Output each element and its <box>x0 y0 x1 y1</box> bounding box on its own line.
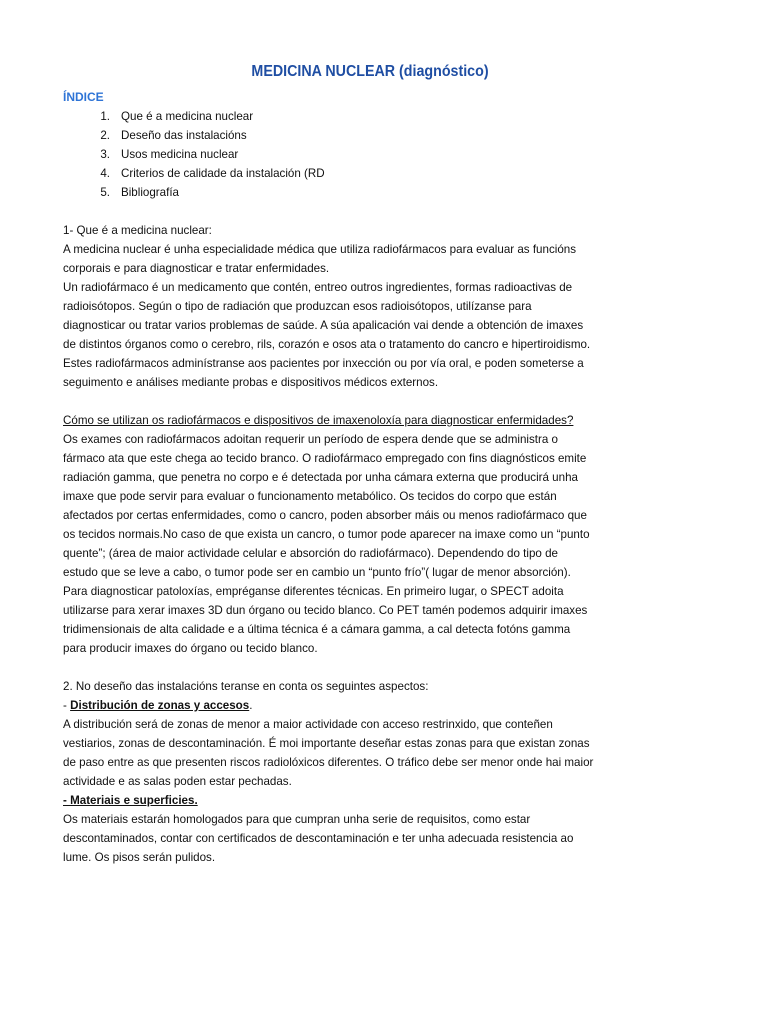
paragraph-line: actividade e as salas poden estar pechadas. <box>63 775 292 788</box>
toc-item <box>63 183 325 202</box>
paragraph-line: fármaco ata que este chega ao tecido branco. O radiofármaco empregado con fins diagnósticos emite <box>63 452 587 465</box>
toc-item-number: 2. <box>100 129 110 142</box>
subsection1-suffix: . <box>249 699 253 712</box>
section2-intro: 2. No deseño das instalacións teranse en conta os seguintes aspectos: <box>63 680 429 693</box>
document-body <box>63 221 703 867</box>
paragraph-line: radiación gamma, que penetra no corpo e é detectada por unha cámara externa que producirá unha <box>63 471 578 484</box>
toc-item-label: Deseño das instalacións <box>121 129 247 142</box>
paragraph-line: radioisótopos. Según o tipo de radiación que produzcan esos radioisótopos, utilízanse para <box>63 300 532 313</box>
paragraph-line: diagnosticar ou tratar varios problemas de saúde. A súa apalicación vai dende a obtención de imaxes <box>63 319 584 332</box>
subsection1-title: Distribución de zonas y accesos <box>70 699 250 712</box>
paragraph-line: afectados por certas enfermidades, como o cancro, poden absorber máis ou menos radiofármaco que <box>63 509 587 522</box>
paragraph-line: de distintos órganos como o cerebro, rils, corazón e osos ata o tratamento do cancro e hipertiroidismo. <box>63 338 591 351</box>
paragraph-line: Os materiais estarán homologados para que cumpran unha serie de requisitos, como estar <box>63 813 531 826</box>
paragraph-line: de paso entre as que presenten riscos radiolóxicos diferentes. O tráfico debe ser menor onde hai maior <box>63 756 594 769</box>
paragraph-line: imaxe que pode servir para evaluar o funcionamento metabólico. Os tecidos do corpo que están <box>63 490 557 503</box>
toc-item <box>63 145 325 164</box>
toc-item <box>63 107 325 126</box>
paragraph-line: lume. Os pisos serán pulidos. <box>63 851 216 864</box>
paragraph-line: vestiarios, zonas de descontaminación. É moi importante deseñar estas zonas para que existan zonas <box>63 737 590 750</box>
paragraph-line: Un radiofármaco é un medicamento que contén, entreo outros ingredientes, formas radioactivas de <box>63 281 573 294</box>
question-heading: Cómo se utilizan os radiofármacos e dispositivos de imaxenoloxía para diagnosticar enfermidades? <box>63 414 574 427</box>
paragraph-line: corporais e para diagnosticar e tratar enfermidades. <box>63 262 330 275</box>
paragraph-line: Estes radiofármacos adminístranse aos pacientes por inxección ou por vía oral, e poden someterse a <box>63 357 584 370</box>
paragraph-line: seguimento e análises mediante probas e dispositivos médicos externos. <box>63 376 439 389</box>
paragraph-line: utilizarse para xerar imaxes 3D dun órgano ou tecido blanco. Co PET tamén podemos adquirir imaxes <box>63 604 588 617</box>
paragraph-gap <box>63 392 703 411</box>
paragraph-line: quente”; (área de maior actividade celular e absorción do radiofármaco). Dependendo do tipo de <box>63 547 558 560</box>
toc-item-number: 4. <box>100 167 110 180</box>
paragraph-line: A distribución será de zonas de menor a maior actividade con acceso restrinxido, que conteñen <box>63 718 553 731</box>
toc-item-number: 3. <box>100 148 110 161</box>
paragraph-gap <box>63 658 703 677</box>
toc-item-label: Que é a medicina nuclear <box>121 110 254 123</box>
paragraph-line: Os exames con radiofármacos adoitan requerir un período de espera dende que se administra o <box>63 433 558 446</box>
paragraph-line: A medicina nuclear é unha especialidade médica que utiliza radiofármacos para evaluar as funcións <box>63 243 577 256</box>
toc-heading: ÍNDICE <box>63 90 104 104</box>
toc-item-label: Criterios de calidade da instalación (RD <box>121 167 325 180</box>
document-title: MEDICINA NUCLEAR (diagnóstico) <box>251 63 489 80</box>
toc-item-label: Usos medicina nuclear <box>121 148 239 161</box>
paragraph-line: tridimensionais de alta calidade e a última técnica é a cámara gamma, a cal detecta fotóns gamma <box>63 623 571 636</box>
toc-item-number: 5. <box>100 186 110 199</box>
toc-item-label: Bibliografía <box>121 186 180 199</box>
subsection2-heading: - Materiais e superficies. <box>63 794 198 807</box>
subsection1-prefix: - <box>63 699 71 712</box>
section1-heading: 1- Que é a medicina nuclear: <box>63 224 212 237</box>
paragraph-line: descontaminados, contar con certificados de descontaminación e ter unha adecuada resistencia ao <box>63 832 574 845</box>
table-of-contents <box>63 107 325 202</box>
paragraph-line: Para diagnosticar patoloxías, empréganse diferentes técnicas. En primeiro lugar, o SPECT adoita <box>63 585 564 598</box>
toc-item <box>63 126 325 145</box>
paragraph-line: estudo que se leve a cabo, o tumor pode ser en cambio un “punto frío”( lugar de menor absorción). <box>63 566 571 579</box>
paragraph-line: para producir imaxes do órgano ou tecido blanco. <box>63 642 318 655</box>
paragraph-line: os tecidos normais.No caso de que exista un cancro, o tumor pode aparecer na imaxe como un “punto <box>63 528 590 541</box>
toc-item <box>63 164 325 183</box>
subsection1-heading <box>63 696 703 715</box>
toc-item-number: 1. <box>100 110 110 123</box>
